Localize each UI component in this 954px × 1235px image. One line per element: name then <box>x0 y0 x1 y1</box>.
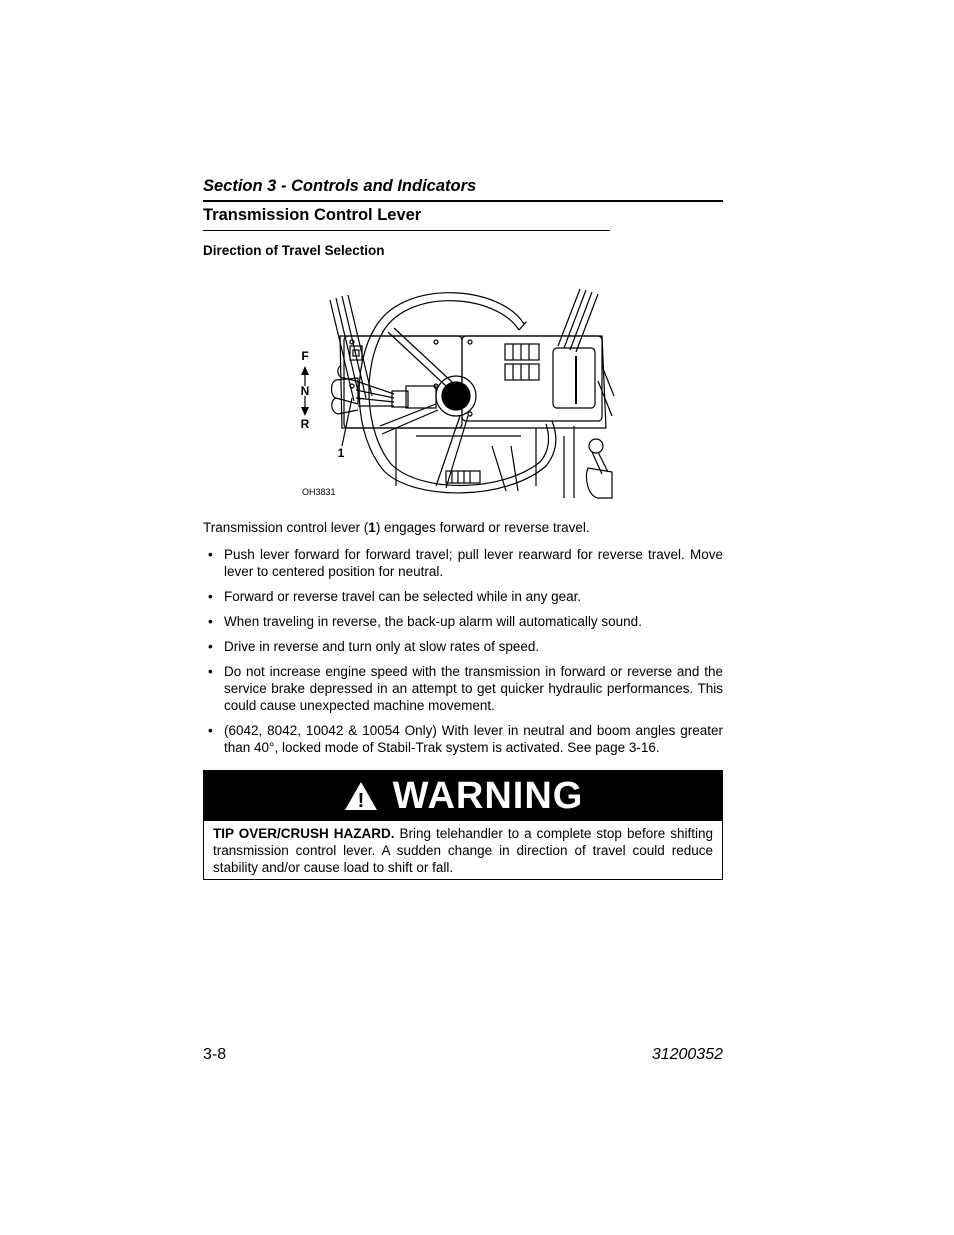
warning-header <box>204 771 722 821</box>
list-item: • Do not increase engine speed with the transmission in forward or reverse and the service brake depressed in an attempt to get quicker hydraulic performances. This could cause unexpected machine movement. <box>208 664 723 713</box>
document-number: 31200352 <box>651 1046 723 1063</box>
page-title: Transmission Control Lever <box>203 206 422 224</box>
list-item: • Drive in reverse and turn only at slow rates of speed. <box>208 639 540 654</box>
neutral-label: N <box>300 384 310 398</box>
forward-label: F <box>301 349 309 363</box>
list-item: • Forward or reverse travel can be selected while in any gear. <box>208 589 582 604</box>
instruction-list <box>203 546 723 764</box>
warning-title: WARNING <box>392 774 584 817</box>
warning-triangle-icon <box>343 780 379 812</box>
subsection-title: Direction of Travel Selection <box>203 243 385 258</box>
reverse-label: R <box>300 417 310 431</box>
warning-text: TIP OVER/CRUSH HAZARD. Bring telehandler to a complete stop before shifting transmission control lever. A sudden change in direction of travel could reduce stability and/or cause load to shift or fall. <box>213 826 714 875</box>
list-item: • (6042, 8042, 10042 & 10054 Only) With lever in neutral and boom angles greater than 40°, locked mode of Stabil-Trak system is activated. See page 3-16. <box>208 723 723 755</box>
callout-number: 1 <box>337 446 345 460</box>
page-number: 3-8 <box>203 1046 227 1063</box>
list-item: • Push lever forward for forward travel; pull lever rearward for reverse travel. Move lever to centered position for neutral. <box>208 547 723 579</box>
intro-paragraph: Transmission control lever (1) engages forward or reverse travel. <box>203 520 590 535</box>
transmission-lever-illustration <box>296 286 616 501</box>
svg-text:!: ! <box>357 790 365 812</box>
section-rule <box>203 200 723 202</box>
figure-id: OH3831 <box>302 487 336 497</box>
section-header: Section 3 - Controls and Indicators <box>203 177 477 195</box>
title-rule <box>203 230 610 231</box>
warning-box <box>203 770 723 880</box>
list-item: • When traveling in reverse, the back-up alarm will automatically sound. <box>208 614 642 629</box>
